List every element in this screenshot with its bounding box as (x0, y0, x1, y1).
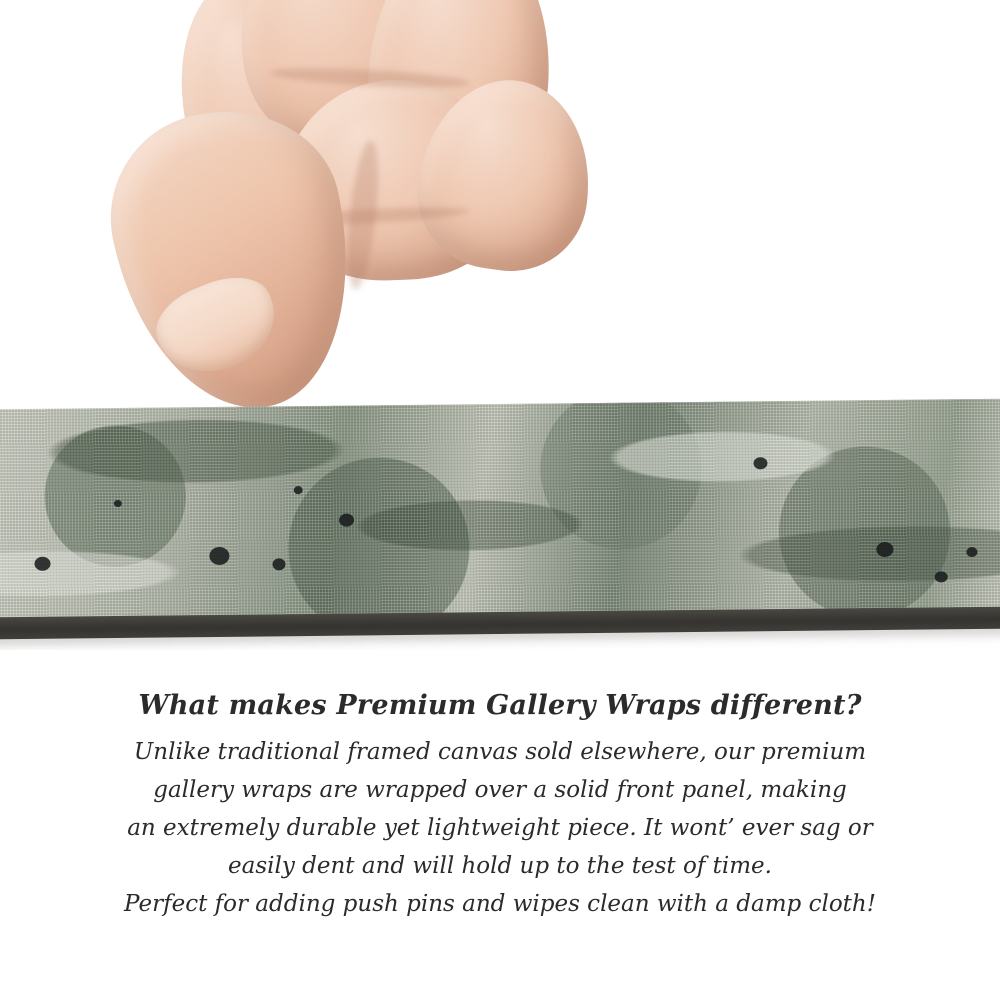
hand-pressing-canvas (120, 0, 550, 430)
canvas-speck (753, 457, 767, 469)
caption-line: an extremely durable yet lightweight piece. It wont’ ever sag or (127, 815, 873, 841)
canvas-weave-texture (0, 399, 1000, 630)
canvas-speck (294, 486, 303, 494)
caption-heading: What makes Premium Gallery Wraps different? (138, 690, 862, 721)
caption-line: easily dent and will hold up to the test of time. (228, 853, 772, 879)
canvas-speck (114, 500, 122, 507)
caption-line: Unlike traditional framed canvas sold elsewhere, our premium (133, 739, 867, 765)
canvas-speck (34, 557, 50, 571)
canvas-speck (935, 571, 948, 582)
canvas-speck (209, 547, 229, 565)
canvas-speck (876, 542, 893, 557)
caption-line: Perfect for adding push pins and wipes clean with a damp cloth! (124, 891, 876, 917)
canvas-speck (966, 547, 977, 557)
canvas-speck (272, 558, 285, 570)
canvas-speck (339, 514, 354, 527)
caption-line: gallery wraps are wrapped over a solid front panel, making (153, 777, 847, 803)
thumbnail (146, 264, 289, 389)
canvas-wrap-edge (0, 399, 1000, 630)
caption-block (0, 690, 1000, 923)
